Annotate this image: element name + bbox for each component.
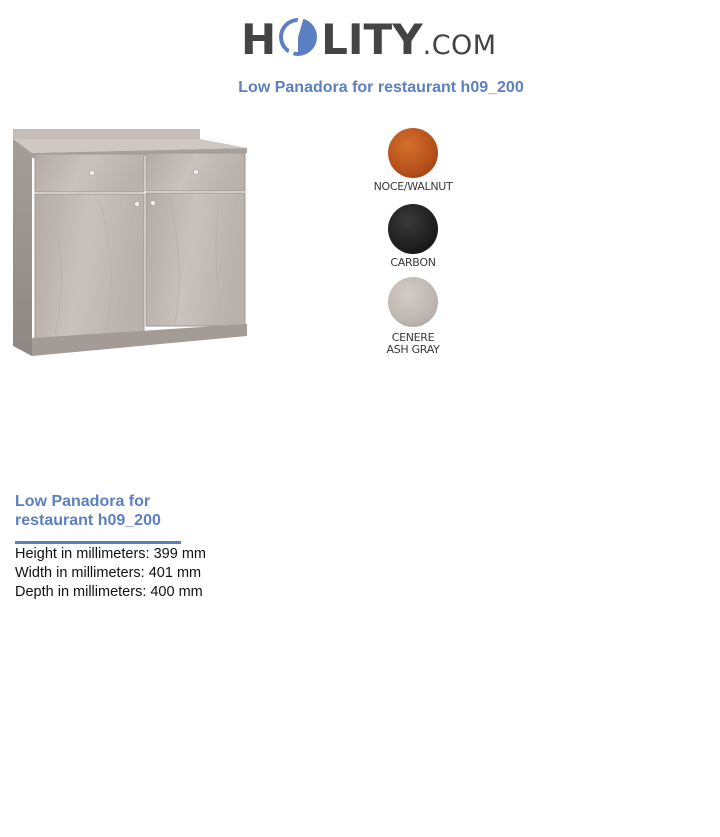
spec-height: Height in millimeters: 399 mm — [15, 546, 206, 562]
cabinet-image — [10, 124, 250, 360]
logo-prefix: H — [241, 15, 277, 64]
swatch-label: CARBON — [390, 256, 436, 269]
holity-logo[interactable] — [241, 12, 497, 68]
swatch-ash-gray[interactable] — [352, 277, 474, 356]
swatch-label-line: CENERE — [391, 331, 435, 344]
ash-gray-swatch-circle — [388, 277, 438, 327]
swatch-label-line: ASH GRAY — [386, 343, 440, 356]
spec-width: Width in millimeters: 401 mm — [15, 565, 202, 581]
swatch-carbon[interactable] — [352, 204, 474, 269]
spec-depth: Depth in millimeters: 400 mm — [15, 584, 203, 600]
page-title: Low Panadora for restaurant h09_200 — [238, 79, 524, 96]
walnut-swatch-circle — [388, 128, 438, 178]
logo-suffix: .COM — [422, 30, 497, 61]
carbon-swatch-circle — [388, 204, 438, 254]
swatch-walnut[interactable] — [352, 128, 474, 193]
logo-text — [241, 14, 497, 72]
swatch-label — [352, 332, 474, 356]
specs-title: Low Panadora for restaurant h09_200 — [15, 493, 161, 529]
specs-list — [15, 545, 206, 602]
divider — [15, 541, 181, 544]
logo-o-icon — [277, 16, 319, 58]
swatch-label: NOCE/WALNUT — [373, 180, 453, 193]
logo-middle: LITY — [321, 15, 423, 64]
